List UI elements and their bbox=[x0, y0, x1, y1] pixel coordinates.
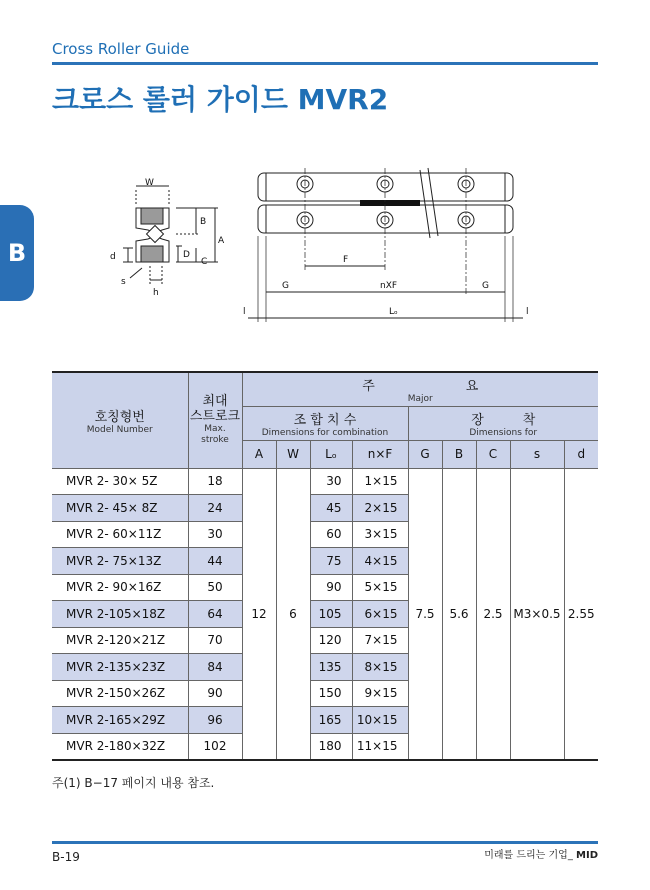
th-stroke-en: Max. stroke bbox=[201, 424, 229, 446]
th-col-g: G bbox=[408, 440, 442, 468]
cell-c: 2.5 bbox=[476, 468, 510, 760]
cell-d: 2.55 bbox=[564, 468, 598, 760]
th-stroke bbox=[188, 372, 242, 468]
chapter-tab[interactable]: B bbox=[0, 205, 34, 301]
th-col-lo: Lₒ bbox=[310, 440, 352, 468]
dim-label-h: h bbox=[153, 288, 159, 298]
th-combination bbox=[242, 406, 408, 440]
page-number: B-19 bbox=[52, 850, 80, 864]
th-major-en: Major bbox=[407, 393, 433, 404]
dim-label-c: C bbox=[201, 257, 208, 267]
dim-label-w: W bbox=[145, 178, 154, 188]
cell-nf: 2×15 bbox=[352, 495, 408, 522]
spec-table-body bbox=[52, 468, 598, 760]
dim-label-f: F bbox=[343, 255, 349, 265]
cell-stroke: 50 bbox=[188, 574, 242, 601]
dim-label-g-right: G bbox=[482, 281, 489, 291]
cell-b: 5.6 bbox=[442, 468, 476, 760]
th-col-d: d bbox=[564, 440, 598, 468]
cell-stroke: 70 bbox=[188, 627, 242, 654]
cell-model: MVR 2-180×32Z bbox=[52, 733, 188, 760]
table-row bbox=[52, 468, 598, 495]
th-col-a: A bbox=[242, 440, 276, 468]
cell-a: 12 bbox=[242, 468, 276, 760]
cell-lo: 60 bbox=[310, 521, 352, 548]
cell-lo: 165 bbox=[310, 707, 352, 734]
th-col-b: B bbox=[442, 440, 476, 468]
cell-nf: 6×15 bbox=[352, 601, 408, 628]
dim-label-nxf: nXF bbox=[380, 281, 398, 291]
cell-stroke: 84 bbox=[188, 654, 242, 681]
section-title: Cross Roller Guide bbox=[52, 40, 190, 58]
footer-brand bbox=[484, 846, 598, 861]
spec-table bbox=[52, 371, 598, 761]
side-view bbox=[248, 168, 523, 322]
cell-stroke: 30 bbox=[188, 521, 242, 548]
cell-model: MVR 2-120×21Z bbox=[52, 627, 188, 654]
technical-drawing bbox=[0, 0, 650, 360]
cell-w: 6 bbox=[276, 468, 310, 760]
cell-nf: 5×15 bbox=[352, 574, 408, 601]
cell-stroke: 18 bbox=[188, 468, 242, 495]
cell-lo: 105 bbox=[310, 601, 352, 628]
th-combination-en: Dimensions for combination bbox=[261, 427, 389, 438]
cell-lo: 150 bbox=[310, 680, 352, 707]
th-major-ko: 주 요 bbox=[362, 378, 479, 394]
cell-model: MVR 2-165×29Z bbox=[52, 707, 188, 734]
dim-label-d-large: D bbox=[183, 250, 190, 260]
cell-nf: 4×15 bbox=[352, 548, 408, 575]
th-model-ko: 호칭형번 bbox=[94, 409, 145, 425]
cell-stroke: 64 bbox=[188, 601, 242, 628]
th-col-s: s bbox=[510, 440, 564, 468]
cell-lo: 30 bbox=[310, 468, 352, 495]
th-mounting bbox=[408, 406, 598, 440]
dim-label-g-left: G bbox=[282, 281, 289, 291]
cell-nf: 1×15 bbox=[352, 468, 408, 495]
cell-model: MVR 2-105×18Z bbox=[52, 601, 188, 628]
cell-nf: 10×15 bbox=[352, 707, 408, 734]
cell-lo: 45 bbox=[310, 495, 352, 522]
th-combination-ko: 조 합 치 수 bbox=[293, 412, 357, 428]
page-title: 크로스 롤러 가이드 MVR2 bbox=[52, 83, 389, 116]
cell-stroke: 102 bbox=[188, 733, 242, 760]
dim-label-l-right: l bbox=[526, 307, 529, 317]
dim-label-s: s bbox=[121, 277, 126, 287]
cell-model: MVR 2- 75×13Z bbox=[52, 548, 188, 575]
cell-model: MVR 2- 90×16Z bbox=[52, 574, 188, 601]
dim-label-l-left: l bbox=[243, 307, 246, 317]
footer-tagline: 미래를 드리는 기업_ bbox=[484, 850, 573, 861]
th-major bbox=[242, 372, 598, 406]
th-col-c: C bbox=[476, 440, 510, 468]
cell-nf: 3×15 bbox=[352, 521, 408, 548]
dim-label-b: B bbox=[200, 217, 207, 227]
th-stroke-ko: 최대 스트로크 bbox=[189, 394, 241, 425]
th-model-en: Model Number bbox=[86, 424, 153, 435]
th-col-w: W bbox=[276, 440, 310, 468]
dim-label-d-small: d bbox=[110, 252, 116, 262]
cell-stroke: 44 bbox=[188, 548, 242, 575]
cell-model: MVR 2-135×23Z bbox=[52, 654, 188, 681]
cell-nf: 11×15 bbox=[352, 733, 408, 760]
cell-lo: 180 bbox=[310, 733, 352, 760]
cell-s: M3×0.5 bbox=[510, 468, 564, 760]
cell-lo: 75 bbox=[310, 548, 352, 575]
th-col-nf: n×F bbox=[352, 440, 408, 468]
cross-section-view bbox=[123, 186, 218, 284]
cell-lo: 135 bbox=[310, 654, 352, 681]
cell-model: MVR 2- 30× 5Z bbox=[52, 468, 188, 495]
cell-model: MVR 2- 45× 8Z bbox=[52, 495, 188, 522]
cell-g: 7.5 bbox=[408, 468, 442, 760]
footnote: 주(1) B−17 페이지 내용 참조. bbox=[52, 776, 215, 790]
th-mounting-ko: 장 착 bbox=[471, 412, 536, 428]
th-model bbox=[52, 372, 188, 468]
cell-model: MVR 2-150×26Z bbox=[52, 680, 188, 707]
cell-nf: 8×15 bbox=[352, 654, 408, 681]
cell-stroke: 96 bbox=[188, 707, 242, 734]
cell-lo: 120 bbox=[310, 627, 352, 654]
dim-label-lo: Lₒ bbox=[389, 307, 398, 317]
cell-stroke: 90 bbox=[188, 680, 242, 707]
cell-nf: 7×15 bbox=[352, 627, 408, 654]
th-mounting-en: Dimensions for bbox=[469, 427, 538, 438]
cell-model: MVR 2- 60×11Z bbox=[52, 521, 188, 548]
footer-brand-name: MID bbox=[576, 850, 598, 861]
cell-lo: 90 bbox=[310, 574, 352, 601]
dim-label-a: A bbox=[218, 236, 225, 246]
footer-rule bbox=[52, 841, 598, 844]
cell-stroke: 24 bbox=[188, 495, 242, 522]
cell-nf: 9×15 bbox=[352, 680, 408, 707]
